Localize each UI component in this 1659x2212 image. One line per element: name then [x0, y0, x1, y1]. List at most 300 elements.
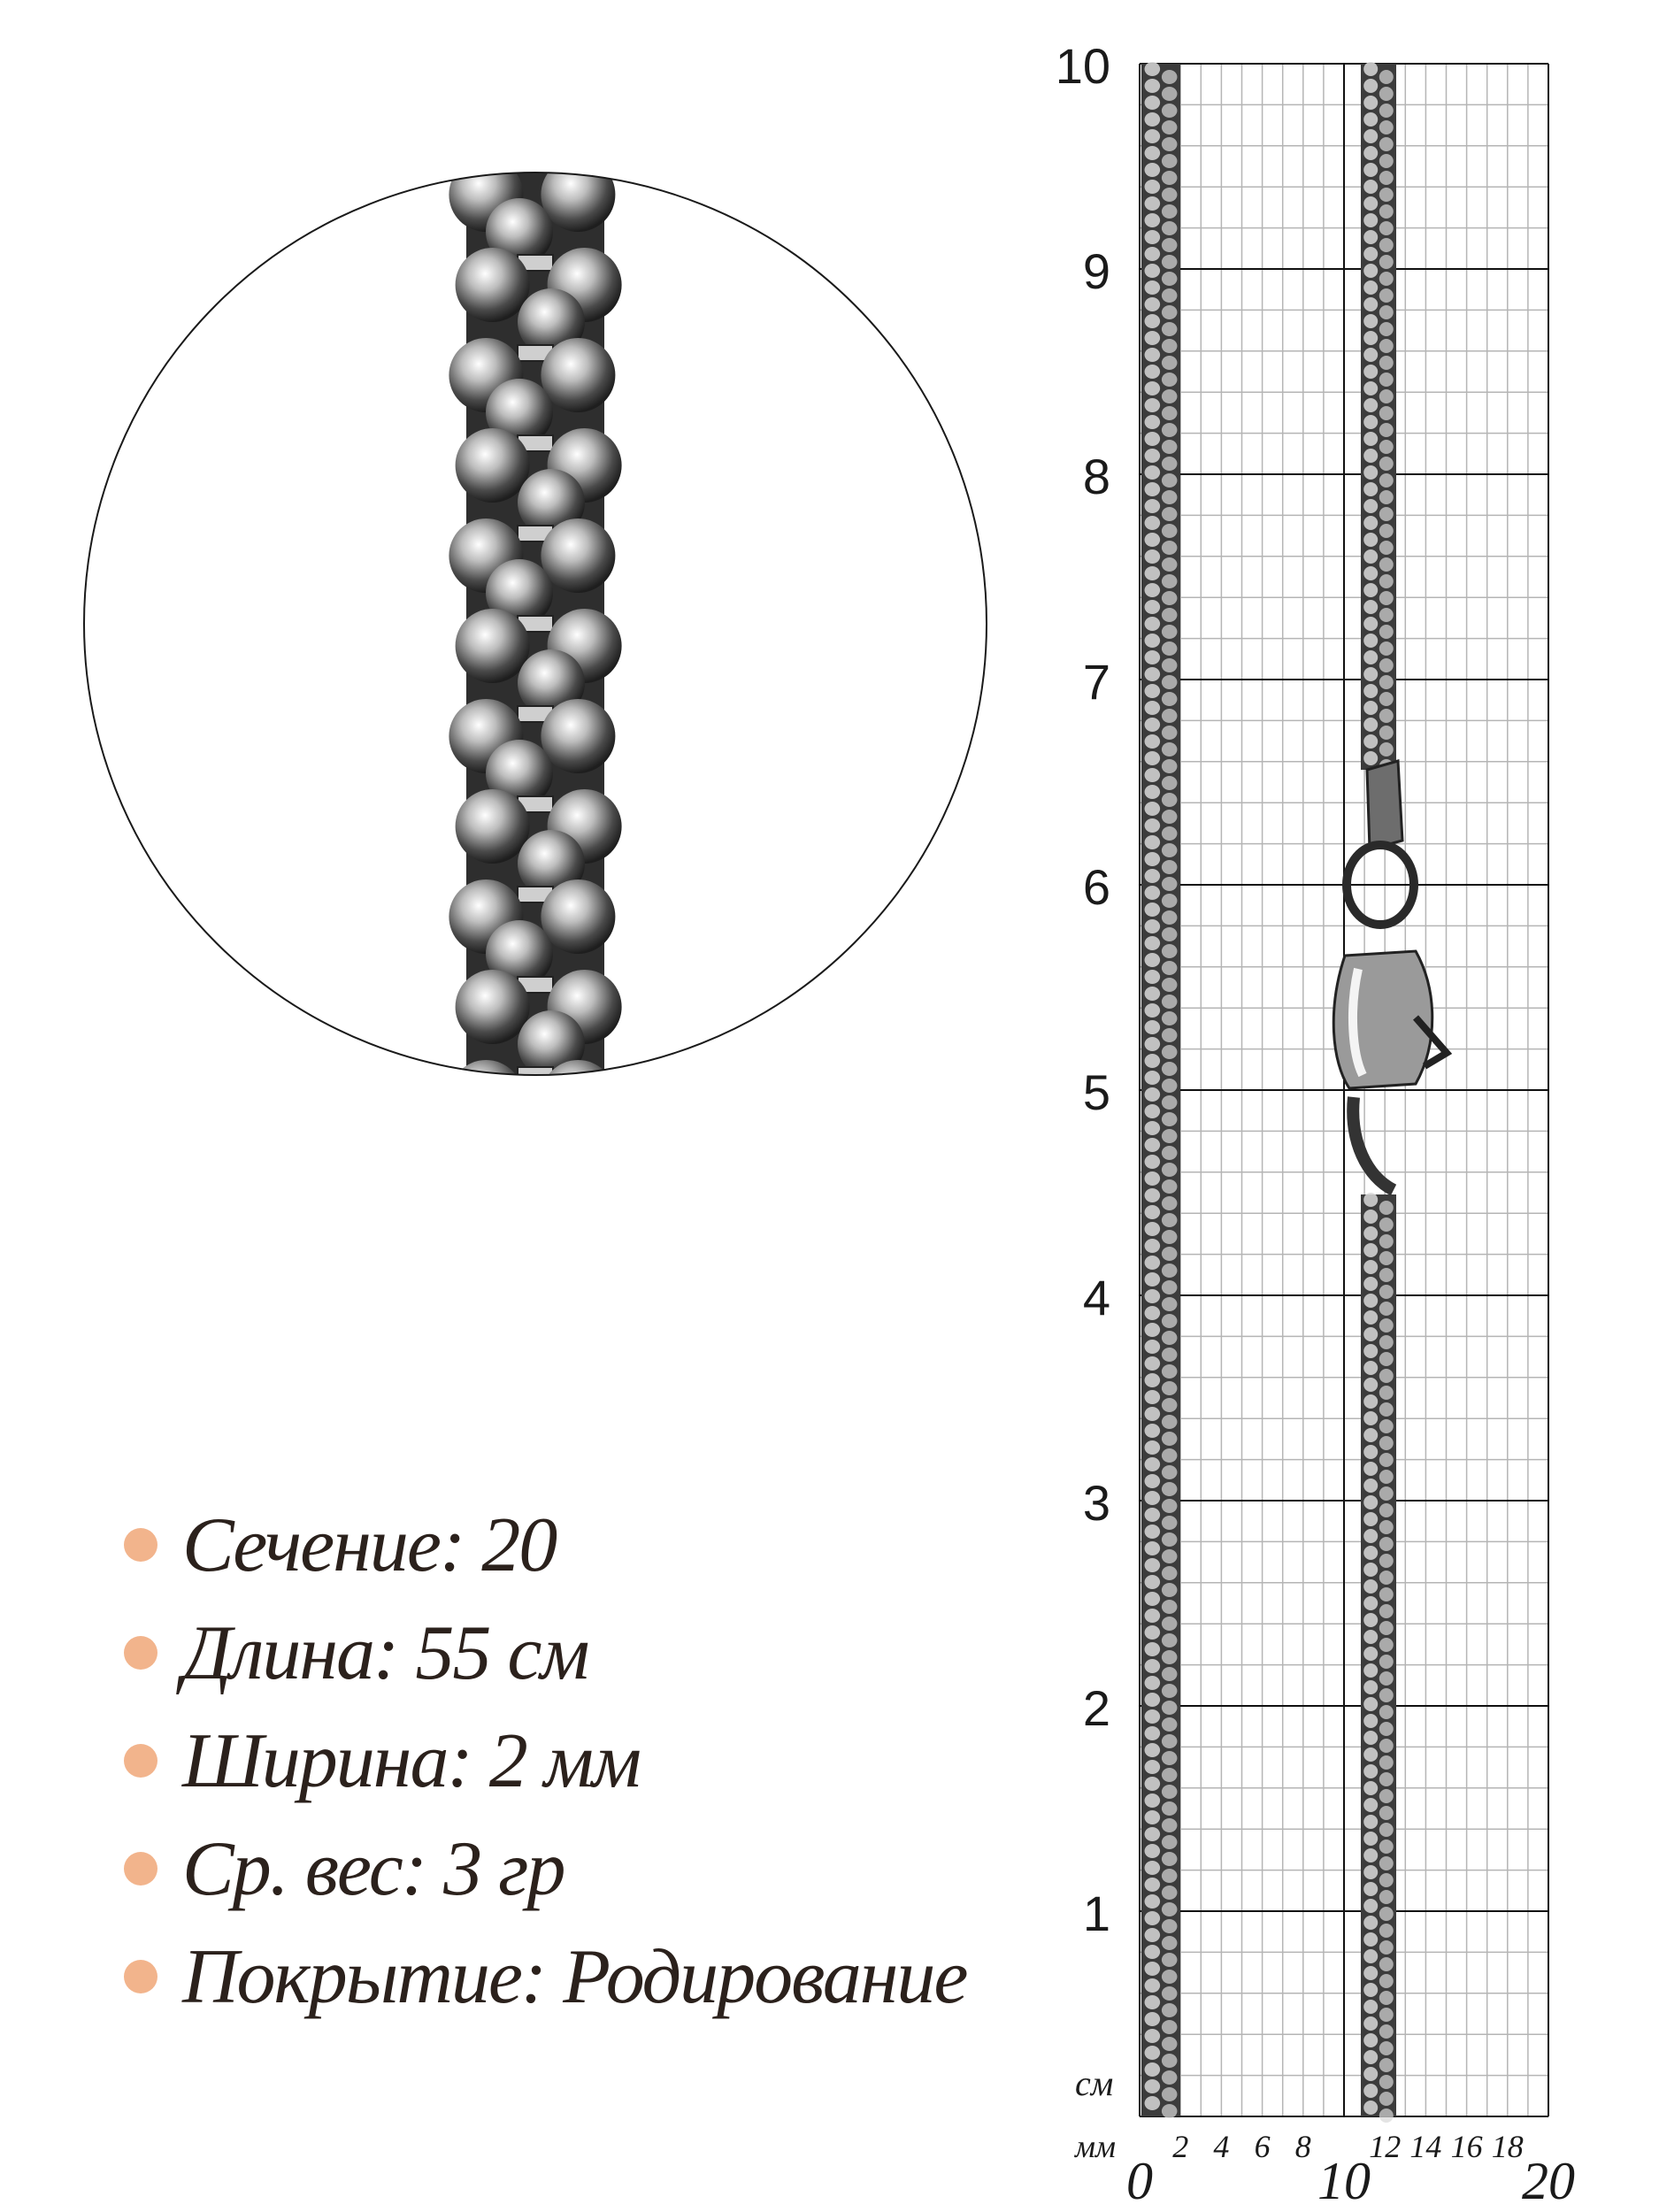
chain-bead: [1162, 927, 1178, 941]
chain-bead: [1162, 1465, 1178, 1479]
chain-bead: [1162, 1886, 1178, 1900]
chain-bead: [1145, 1508, 1161, 1522]
chain-bead: [1162, 726, 1178, 740]
chain-bead: [1145, 1928, 1161, 1942]
chain-bead: [1145, 331, 1161, 345]
chain-bead: [1162, 625, 1178, 639]
chain-bead: [1363, 1848, 1378, 1863]
chain-bead: [1145, 1743, 1161, 1757]
chain-bead: [1363, 1462, 1378, 1476]
chain-bead: [1162, 356, 1178, 370]
chain-bead: [1145, 1003, 1161, 1018]
chain-bead: [1379, 1537, 1394, 1551]
chain-bead: [1363, 1310, 1378, 1325]
chain-bead: [1162, 1970, 1178, 1984]
chain-bead: [1145, 449, 1161, 463]
chain-bead: [1162, 1751, 1178, 1765]
chain-bead: [1145, 802, 1161, 816]
spec-section: [124, 1491, 966, 1599]
chain-bead: [1145, 1188, 1161, 1202]
chain-bead: [1145, 1810, 1161, 1824]
chain-bead: [1363, 62, 1378, 76]
product-specs-list: [124, 1491, 966, 2031]
chain-bead: [1363, 701, 1378, 715]
cm-unit-label: см: [1075, 2063, 1114, 2103]
chain-bead: [1379, 373, 1394, 387]
chain-bead: [1379, 1823, 1394, 1837]
chain-bead: [1145, 1760, 1161, 1774]
chain-bead: [1145, 2096, 1161, 2110]
cm-tick-label: 8: [1082, 449, 1110, 504]
chain-bead: [1162, 1919, 1178, 1933]
chain-bead: [1162, 1079, 1178, 1093]
chain-bead: [1145, 1407, 1161, 1421]
chain-bead: [1379, 2092, 1394, 2106]
chain-bead: [1145, 297, 1161, 311]
chain-bead: [1363, 1411, 1378, 1425]
chain-bead: [1379, 2108, 1394, 2123]
chain-bead: [1162, 2020, 1178, 2034]
chain-bead: [1379, 457, 1394, 471]
chain-bead: [1379, 339, 1394, 353]
chain-bead: [1162, 1633, 1178, 1647]
chain-bead: [1145, 953, 1161, 967]
chain-bead: [1145, 163, 1161, 177]
chain-bead: [1363, 264, 1378, 278]
chain-bead: [1162, 2087, 1178, 2101]
chain-bead: [1162, 1852, 1178, 1866]
chain-bead: [1379, 1705, 1394, 1719]
chain-bead: [1162, 910, 1178, 925]
chain-bead: [1162, 507, 1178, 521]
chain-bead: [1162, 1667, 1178, 1681]
chain-bead: [1162, 1936, 1178, 1950]
chain-bead: [1145, 1995, 1161, 2009]
chain-bead: [1363, 1663, 1378, 1678]
chain-bead: [1145, 1642, 1161, 1656]
chain-bead: [1379, 406, 1394, 420]
chain-bead: [1379, 574, 1394, 588]
chain-bead: [1379, 1352, 1394, 1366]
chain-bead: [1379, 1419, 1394, 1433]
chain-bead: [1379, 1924, 1394, 1938]
chain-bead: [1363, 1647, 1378, 1661]
chain-bead: [1162, 1768, 1178, 1782]
chain-bead: [1379, 658, 1394, 672]
chain-bead: [1363, 465, 1378, 480]
chain-bead: [1379, 272, 1394, 286]
cm-tick-label: 5: [1082, 1064, 1110, 1120]
chain-bead: [1379, 541, 1394, 555]
chain-bead: [1379, 204, 1394, 219]
chain-bead: [1162, 1364, 1178, 1379]
chain-bead: [1363, 1949, 1378, 1963]
chain-bead: [1162, 1600, 1178, 1614]
chain-bead: [1379, 641, 1394, 656]
chain-bead: [1379, 1991, 1394, 2005]
chain-bead: [1162, 1062, 1178, 1076]
chain-bead: [1145, 1558, 1161, 1572]
chain-bead: [1162, 1617, 1178, 1631]
chain-bead: [1145, 482, 1161, 496]
chain-bead: [1363, 449, 1378, 463]
chain-bead: [1145, 1693, 1161, 1707]
chain-bead: [1379, 255, 1394, 269]
chain-bead: [1162, 742, 1178, 757]
spec-length: [124, 1599, 966, 1707]
mm-tick-label: 2: [1172, 2129, 1189, 2164]
cm-tick-label: 1: [1082, 1886, 1110, 1941]
chain-bead: [1145, 1491, 1161, 1505]
chain-bead: [1145, 634, 1161, 648]
bullet-dot-icon: [124, 1852, 157, 1886]
chain-bead: [1379, 1806, 1394, 1820]
chain-bead: [1145, 1592, 1161, 1606]
chain-bead: [1162, 860, 1178, 874]
chain-bead: [1162, 1196, 1178, 1210]
chain-bead: [1145, 1625, 1161, 1640]
chain-bead: [1145, 617, 1161, 631]
chain-bead: [1363, 1932, 1378, 1947]
chain-bead: [1363, 634, 1378, 648]
chain-bead: [1379, 1621, 1394, 1635]
cm-scale-labels: [1056, 38, 1110, 1941]
chain-bead: [1162, 978, 1178, 992]
chain-bead: [1363, 650, 1378, 664]
chain-bead: [1162, 1801, 1178, 1816]
chain-bead: [1145, 365, 1161, 379]
chain-bead: [1363, 1714, 1378, 1728]
chain-bead: [1162, 87, 1178, 101]
chain-bead: [1162, 1482, 1178, 1496]
chain-bead: [1363, 415, 1378, 429]
chain-bead: [1162, 793, 1178, 807]
chain-bead: [1379, 154, 1394, 168]
spec-width-value: 2 мм: [488, 1717, 641, 1804]
chain-bead: [1379, 1638, 1394, 1652]
chain-bead: [1379, 2008, 1394, 2022]
chain-bead: [1363, 1916, 1378, 1930]
chain-bead: [1145, 583, 1161, 597]
chain-bead: [1379, 356, 1394, 370]
chain-bead: [1162, 137, 1178, 151]
chain-bead: [1162, 221, 1178, 235]
chain-bead: [1162, 894, 1178, 908]
chain-bead: [1162, 288, 1178, 303]
chain-bead: [1145, 1071, 1161, 1085]
chain-bead: [1379, 692, 1394, 706]
chain-bead: [1162, 1179, 1178, 1194]
chain-bead: [1162, 810, 1178, 824]
chain-bead: [1363, 499, 1378, 513]
chain-bead: [1145, 785, 1161, 799]
mm-tick-label: 18: [1491, 2129, 1524, 2164]
chain-bead: [1363, 2101, 1378, 2115]
chain-bead: [1145, 1575, 1161, 1589]
chain-bead: [1162, 944, 1178, 958]
x-tick-label: 0: [1126, 2152, 1153, 2210]
chain-bead: [1379, 1957, 1394, 1971]
chain-bead: [1162, 692, 1178, 706]
chain-bead: [1363, 348, 1378, 362]
spec-width: [124, 1707, 966, 1815]
chain-bead: [1162, 490, 1178, 504]
spec-weight: [124, 1815, 966, 1923]
chain-bead: [1162, 961, 1178, 975]
chain-bead: [1162, 1684, 1178, 1698]
chain-bead: [1145, 1474, 1161, 1488]
chain-bead: [1379, 2024, 1394, 2039]
chain-bead: [1363, 482, 1378, 496]
chain-bead: [1145, 902, 1161, 917]
chain-bead: [1363, 1680, 1378, 1694]
chain-bead: [1145, 499, 1161, 513]
chain-bead: [1363, 1579, 1378, 1594]
chain-bead: [1379, 1671, 1394, 1686]
chain-bead: [1363, 566, 1378, 580]
chain-bead: [1379, 70, 1394, 84]
chain-bead: [1379, 1486, 1394, 1501]
chain-bead: [1145, 1844, 1161, 1858]
chain-bead: [1162, 1095, 1178, 1110]
chain-bead: [1363, 533, 1378, 547]
chain-bead: [1162, 2070, 1178, 2085]
chain-bead: [1145, 818, 1161, 833]
chain-bead: [1162, 322, 1178, 336]
chain-bead: [1363, 2050, 1378, 2064]
chain-bead: [1379, 608, 1394, 622]
chain-bead: [1379, 120, 1394, 134]
chain-bead: [1363, 1529, 1378, 1543]
bullet-dot-icon: [124, 1744, 157, 1778]
chain-bead: [1162, 1566, 1178, 1580]
chain-bead: [1363, 2016, 1378, 2031]
chain-bead: [1162, 2003, 1178, 2017]
chain-bead: [1363, 146, 1378, 160]
chain-bead: [1162, 1516, 1178, 1530]
chain-bead: [1379, 2041, 1394, 2055]
bullet-dot-icon: [124, 1636, 157, 1670]
chain-bead: [1363, 1344, 1378, 1358]
chain-bead: [1379, 1520, 1394, 1534]
chain-bead: [1145, 1457, 1161, 1471]
chain-bead: [1363, 1210, 1378, 1224]
chain-bead: [1162, 1280, 1178, 1294]
chain-bead: [1145, 1541, 1161, 1555]
chain-bead: [1145, 701, 1161, 715]
chain-bead: [1145, 465, 1161, 480]
chain-bead: [1363, 1630, 1378, 1644]
chain-bead: [1363, 1445, 1378, 1459]
chain-bead: [1363, 1394, 1378, 1409]
chain-bead: [1363, 96, 1378, 110]
chain-bead: [1145, 1306, 1161, 1320]
chain-bead: [1145, 919, 1161, 933]
chain-bead: [1145, 1323, 1161, 1337]
chain-bead: [1379, 440, 1394, 454]
chain-bead: [1145, 1861, 1161, 1875]
chain-bead: [1363, 280, 1378, 295]
chain-bead: [1145, 1709, 1161, 1724]
chain-bead: [1162, 305, 1178, 319]
chain-bead: [1162, 1869, 1178, 1883]
chain-bead: [1363, 1747, 1378, 1762]
mm-tick-label: 14: [1409, 2129, 1442, 2164]
chain-bead: [1162, 1717, 1178, 1732]
chain-bead: [1162, 1818, 1178, 1832]
chain-bead: [1379, 490, 1394, 504]
chain-bead: [1145, 987, 1161, 1001]
chain-bead: [1363, 196, 1378, 211]
chain-bead: [1363, 1479, 1378, 1493]
chain-bead: [1145, 415, 1161, 429]
chain-bead: [1379, 288, 1394, 303]
chain-bead: [1145, 1911, 1161, 1925]
chain-bead: [1145, 516, 1161, 530]
chain-bead: [1162, 204, 1178, 219]
chain-bead: [1379, 1789, 1394, 1803]
chain-bead: [1145, 62, 1161, 76]
chain-bead: [1145, 533, 1161, 547]
chain-bead: [1145, 970, 1161, 984]
chain-bead: [1379, 591, 1394, 605]
chain-bead: [1162, 171, 1178, 185]
chain-bead: [1379, 1402, 1394, 1417]
chain-bead: [1162, 1701, 1178, 1715]
chain-bead: [1145, 718, 1161, 732]
cm-tick-label: 7: [1082, 654, 1110, 710]
chain-bead: [1162, 1953, 1178, 1967]
mm-tick-label: 12: [1369, 2129, 1402, 2164]
chain-bead: [1363, 163, 1378, 177]
chain-bead: [1379, 1907, 1394, 1921]
mm-tick-label: 16: [1450, 2129, 1483, 2164]
chain-bead: [1363, 129, 1378, 143]
chain-bead: [1363, 314, 1378, 328]
cm-tick-label: 9: [1082, 243, 1110, 299]
chain-bead: [1379, 625, 1394, 639]
chain-bead: [1379, 1856, 1394, 1870]
chain-bead: [1145, 213, 1161, 227]
chain-bead: [1363, 213, 1378, 227]
chain-bead: [1145, 1440, 1161, 1455]
chain-bead: [1162, 1011, 1178, 1025]
chain-bead: [1162, 373, 1178, 387]
chain-bead: [1379, 1335, 1394, 1349]
chain-bead: [1363, 549, 1378, 564]
chain-bead: [1379, 1940, 1394, 1955]
chain-bead: [1162, 658, 1178, 672]
chain-bead: [1145, 667, 1161, 681]
chain-bead: [1145, 1121, 1161, 1135]
chain-bead: [1145, 1222, 1161, 1236]
chain-bead: [1162, 1247, 1178, 1261]
chain-bead: [1379, 1302, 1394, 1316]
chain-bead: [1145, 180, 1161, 194]
chain-bead: [1145, 549, 1161, 564]
chain-bead: [1379, 709, 1394, 723]
chain-bead: [1363, 734, 1378, 749]
chain-bead: [1363, 751, 1378, 765]
chain-bead: [1363, 600, 1378, 614]
chain-bead: [1379, 1839, 1394, 1854]
chain-bead: [1145, 835, 1161, 849]
chain-bead: [1379, 557, 1394, 572]
chain-bead: [1145, 381, 1161, 396]
chain-bead: [1363, 2067, 1378, 2081]
chain-bead: [1162, 1163, 1178, 1177]
chain-bead: [1162, 1432, 1178, 1446]
chain-bead: [1145, 768, 1161, 782]
chain-bead: [1145, 264, 1161, 278]
chain-bead: [1162, 1532, 1178, 1547]
chain-on-ruler: [1141, 62, 1396, 2123]
chain-bead: [1363, 1596, 1378, 1610]
chain-bead: [1363, 1277, 1378, 1291]
chain-bead: [1363, 1815, 1378, 1829]
chain-bead: [1162, 675, 1178, 689]
chain-bead: [1379, 104, 1394, 118]
chain-bead: [1145, 1155, 1161, 1169]
chain-bead: [1379, 1571, 1394, 1585]
lobster-clasp: [1333, 761, 1447, 1190]
chain-bead: [1379, 1470, 1394, 1484]
chain-bead: [1145, 2046, 1161, 2060]
chain-bead: [1145, 566, 1161, 580]
mm-tick-label: 8: [1294, 2129, 1311, 2164]
chain-bead: [1162, 1734, 1178, 1748]
chain-bead: [1162, 2104, 1178, 2118]
chain-bead: [1162, 406, 1178, 420]
chain-bead: [1145, 1340, 1161, 1354]
chain-bead: [1145, 751, 1161, 765]
spec-width-label: Ширина:: [182, 1717, 472, 1804]
chain-bead: [1379, 1503, 1394, 1517]
chain-bead: [1363, 112, 1378, 127]
cm-tick-label: 4: [1082, 1270, 1110, 1325]
spec-section-label: Сечение:: [182, 1502, 465, 1588]
chain-bead: [1145, 1894, 1161, 1909]
chain-bead: [1145, 96, 1161, 110]
chain-bead: [1162, 1331, 1178, 1345]
chain-bead: [1162, 104, 1178, 118]
mm-tick-label: 6: [1254, 2129, 1271, 2164]
chain-bead: [1379, 1974, 1394, 1988]
chain-bead: [1162, 1112, 1178, 1126]
chain-bead: [1379, 1604, 1394, 1618]
chain-bead: [1145, 1726, 1161, 1740]
chain-bead: [1379, 1285, 1394, 1299]
spec-weight-value: 3 гр: [443, 1825, 565, 1912]
chain-bead: [1379, 675, 1394, 689]
chain-bead: [1162, 1028, 1178, 1042]
chain-bead: [1363, 398, 1378, 412]
chain-bead: [1363, 2000, 1378, 2014]
chain-bead: [1145, 112, 1161, 127]
chain-bead: [1145, 1272, 1161, 1286]
chain-bead: [1162, 1348, 1178, 1362]
spec-length-value: 55 см: [415, 1609, 588, 1696]
chain-bead: [1162, 473, 1178, 488]
chain-bead: [1363, 1983, 1378, 1997]
chain-bead: [1145, 1087, 1161, 1102]
chain-bead: [1145, 1390, 1161, 1404]
chain-bead: [1379, 1201, 1394, 1215]
chain-bead: [1162, 1902, 1178, 1916]
chain-bead: [1363, 1781, 1378, 1795]
chain-bead: [1162, 1213, 1178, 1227]
chain-bead: [1162, 120, 1178, 134]
